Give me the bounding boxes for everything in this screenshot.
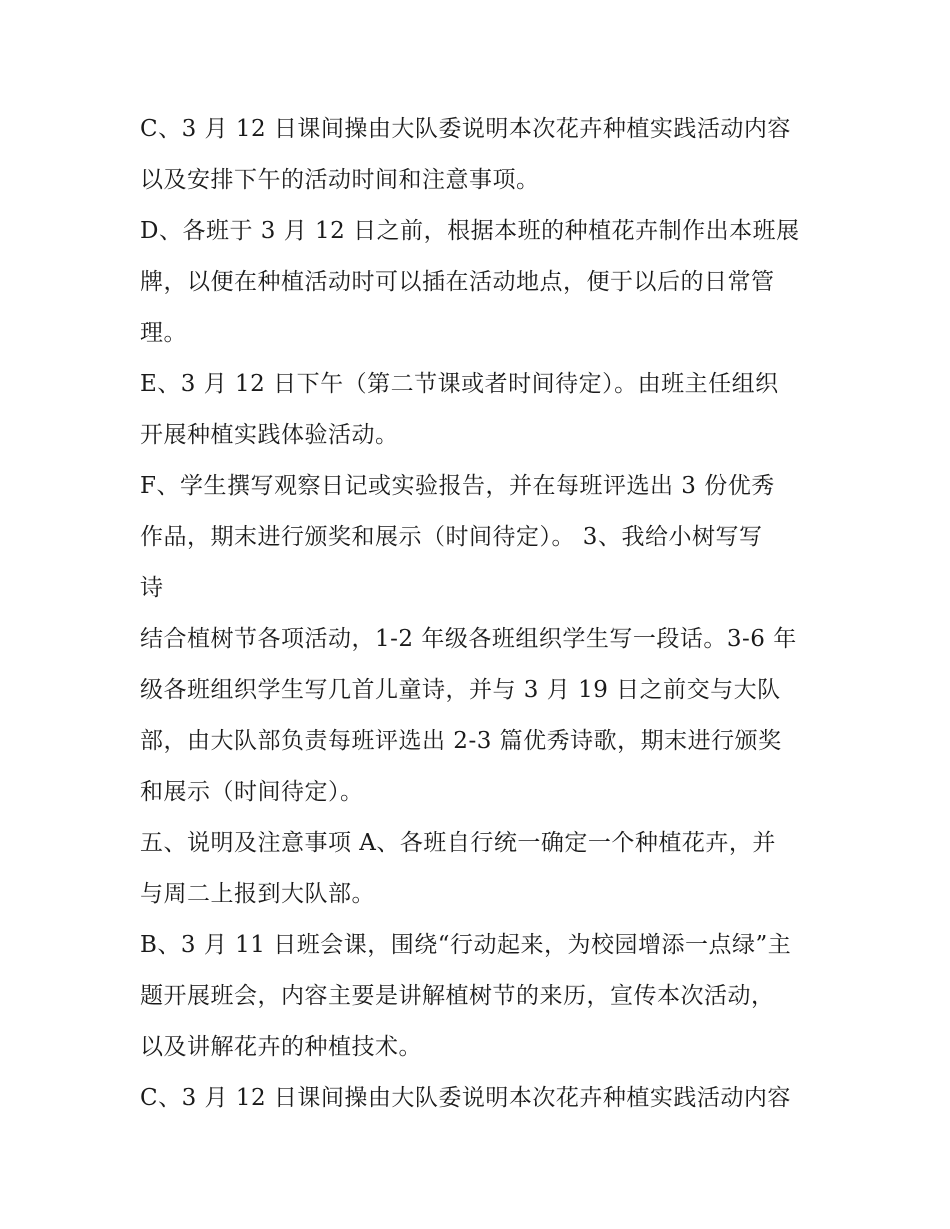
text-line: E、3 月 12 日下午（第二节课或者时间待定）。由班主任组织 <box>140 371 779 397</box>
text-line: D、各班于 3 月 12 日之前，根据本班的种植花卉制作出本班展 <box>140 218 800 244</box>
text-line: 与周二上报到大队部。 <box>140 881 375 907</box>
text-line: 和展示（时间待定）。 <box>140 779 364 805</box>
text-line: 结合植树节各项活动，1-2 年级各班组织学生写一段话。3-6 年 <box>140 626 797 652</box>
text-line: 理。 <box>140 320 187 346</box>
text-line: 级各班组织学生写几首儿童诗，并与 3 月 19 日之前交与大队 <box>140 677 781 703</box>
text-line: 开展种植实践体验活动。 <box>140 422 399 448</box>
text-line: B、3 月 11 日班会课，围绕“行动起来，为校园增添一点绿”主 <box>140 932 792 958</box>
text-line: 部，由大队部负责每班评选出 2-3 篇优秀诗歌，期末进行颁奖 <box>140 728 782 754</box>
text-line: 作品，期末进行颁奖和展示（时间待定）。 3、我给小树写写 <box>140 524 763 550</box>
text-line: 题开展班会，内容主要是讲解植树节的来历，宣传本次活动， <box>140 983 775 1009</box>
text-line: 以及讲解花卉的种植技术。 <box>140 1034 422 1060</box>
text-line: 以及安排下午的活动时间和注意事项。 <box>140 167 540 193</box>
body-text <box>140 104 830 1124</box>
text-line: 牌，以便在种植活动时可以插在活动地点，便于以后的日常管 <box>140 269 775 295</box>
text-line: 五、说明及注意事项 A、各班自行统一确定一个种植花卉，并 <box>140 830 776 856</box>
text-line: C、3 月 12 日课间操由大队委说明本次花卉种植实践活动内容 <box>140 1085 791 1111</box>
text-line: F、学生撰写观察日记或实验报告，并在每班评选出 3 份优秀 <box>140 473 775 499</box>
text-line: C、3 月 12 日课间操由大队委说明本次花卉种植实践活动内容 <box>140 116 791 142</box>
text-line: 诗 <box>140 575 164 601</box>
